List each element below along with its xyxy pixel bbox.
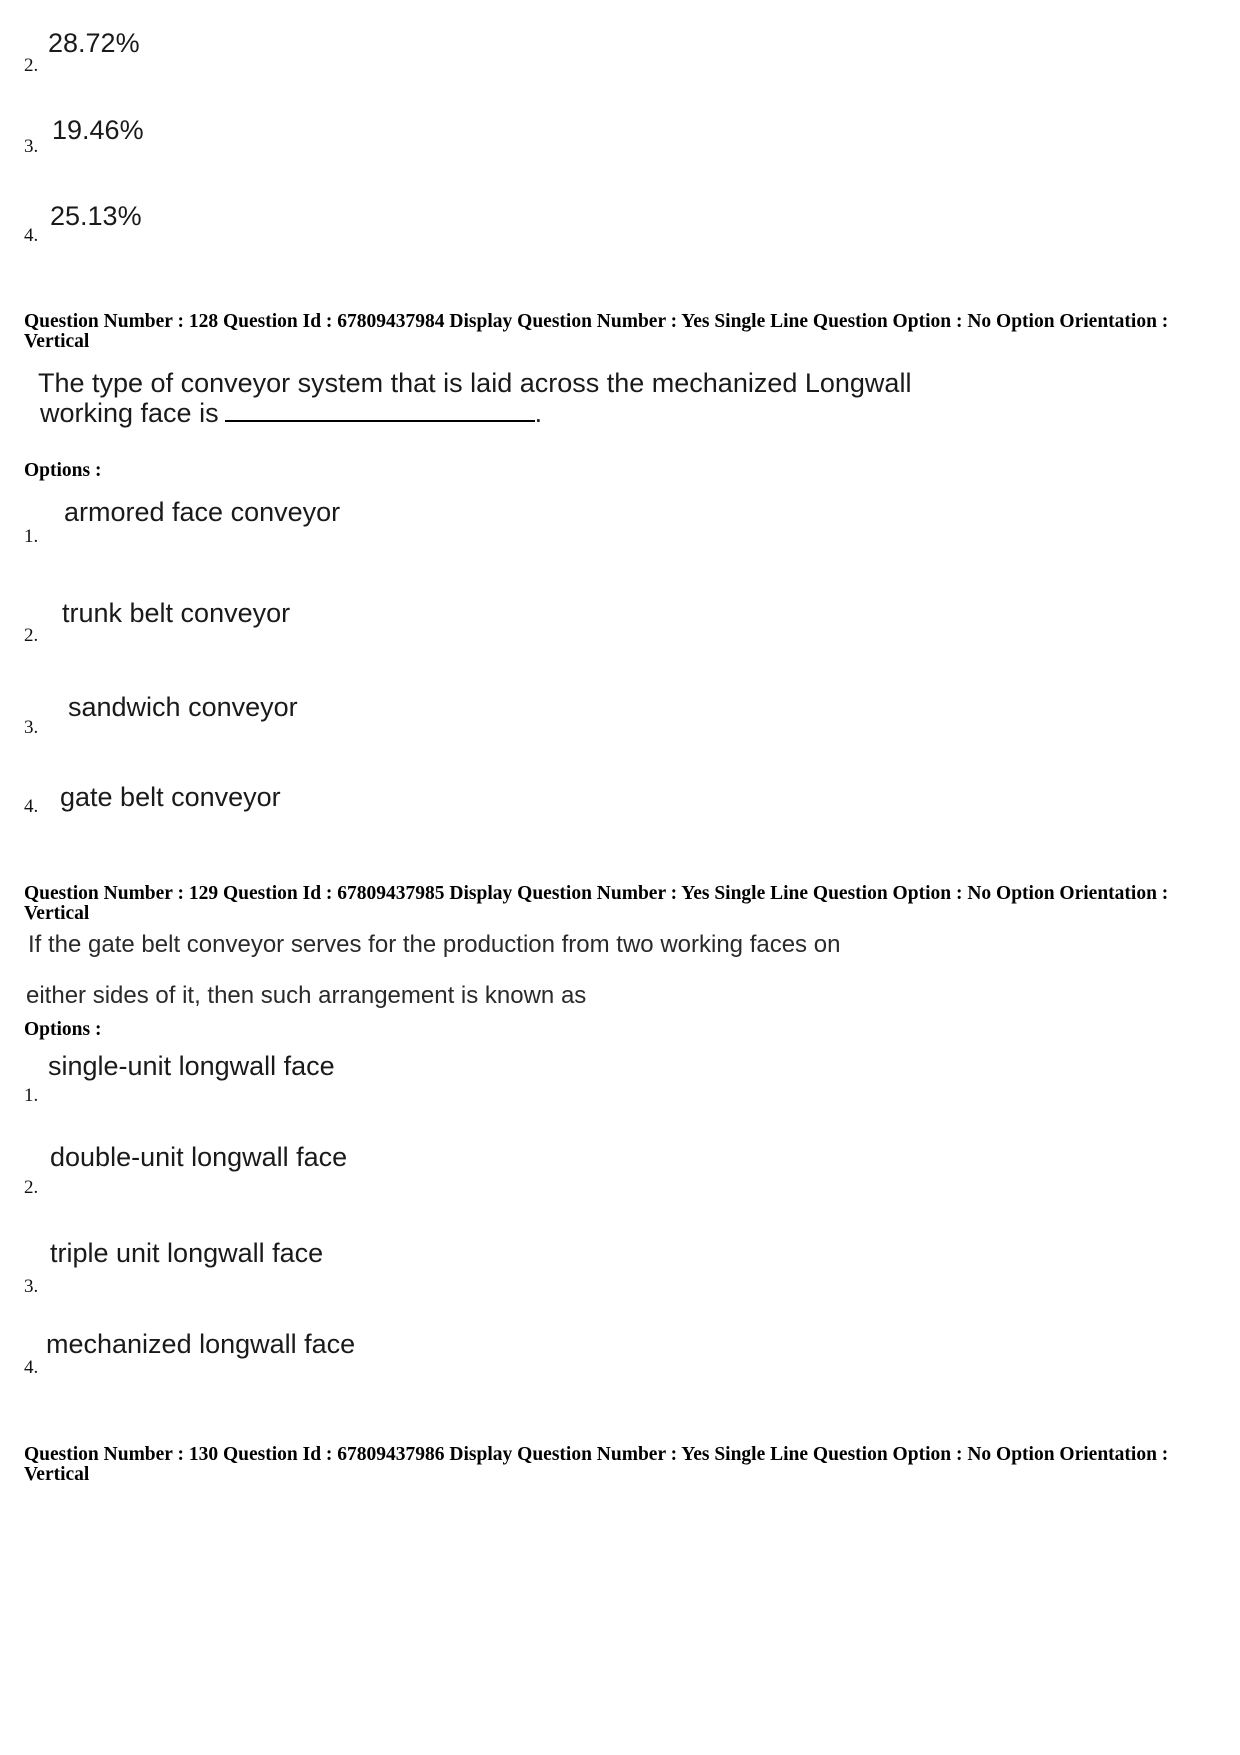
option-number: 3. [24,1276,39,1297]
option-text: sandwich conveyor [68,692,298,722]
question-text-end: . [534,398,543,428]
option-text: gate belt conveyor [60,782,281,812]
option-text: triple unit longwall face [50,1238,324,1268]
option-number: 4. [24,225,39,246]
option-number: 2. [24,1177,39,1198]
option-number: 2. [24,625,39,646]
question-text-line2: either sides of it, then such arrangement is known as [26,982,587,1009]
question-text-prefix: working face is [40,398,219,428]
option-text: 28.72% [48,28,140,58]
option-number: 4. [24,796,39,817]
answer-blank [225,398,535,422]
question-text-line1: If the gate belt conveyor serves for the production from two working faces on [28,931,841,958]
question-text-line2 [40,396,542,430]
question-meta: Question Number : 128 Question Id : 67809437984 Display Question Number : Yes Single Line Question Option : No Option Orientation : Vertical [24,311,1169,352]
options-label: Options : [24,1019,102,1040]
option-number: 3. [24,136,39,157]
option-number: 2. [24,55,39,76]
option-number: 3. [24,717,39,738]
option-text: mechanized longwall face [46,1329,356,1359]
question-meta: Question Number : 129 Question Id : 67809437985 Display Question Number : Yes Single Line Question Option : No Option Orientation : Vertical [24,883,1169,924]
option-text: 19.46% [52,115,144,145]
option-text: 25.13% [50,201,142,231]
question-meta: Question Number : 130 Question Id : 67809437986 Display Question Number : Yes Single Line Question Option : No Option Orientation : Vertical [24,1444,1169,1485]
option-text: double-unit longwall face [50,1142,348,1172]
option-number: 1. [24,1085,39,1106]
option-number: 1. [24,526,39,547]
option-text: trunk belt conveyor [62,598,291,628]
options-label: Options : [24,460,102,481]
option-number: 4. [24,1357,39,1378]
option-text: single-unit longwall face [48,1051,335,1081]
option-text: armored face conveyor [64,497,341,527]
question-text-line1: The type of conveyor system that is laid across the mechanized Longwall [38,368,912,398]
